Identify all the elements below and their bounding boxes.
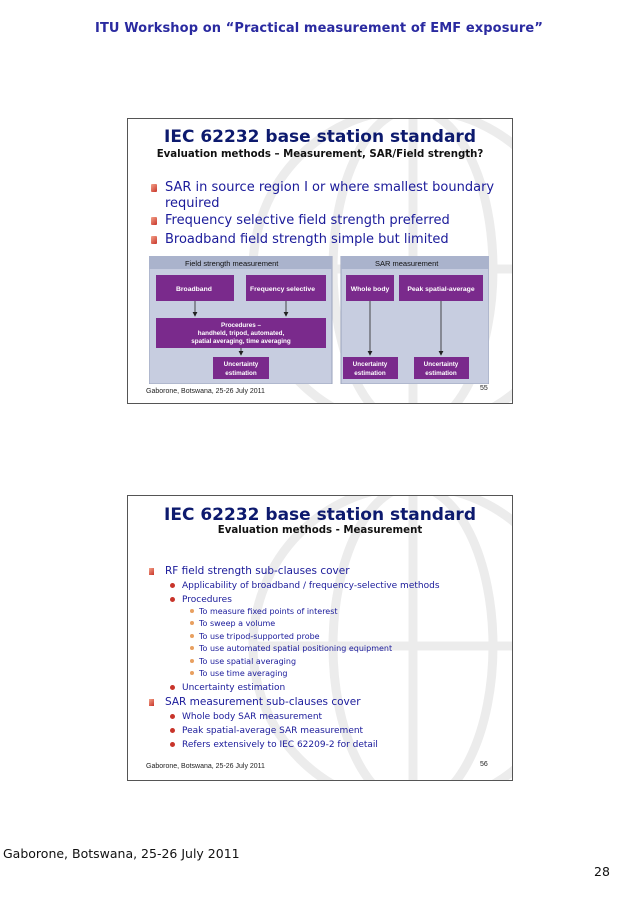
slide-56: IEC 62232 base station standard Evaluation methods - Measurement RF field strength sub-clauses cover Applicability of broadband / frequency-selective methods Procedures To measure fixed points of interest To sweep a volume To use tripod-supported probe To use automated spatial positioning equipment To use spatial averaging To use time averaging Uncertainty estimation SAR measurement sub-clauses cover Whole body SAR measurement Peak spatial-average SAR measurement Refers extensively to IEC 62209-2 for detail Gaborone, Botswana, 25-26 July 2011 56 <box>127 495 513 781</box>
bullet-icon <box>190 659 194 663</box>
page-number: 28 <box>594 864 610 879</box>
frequency-selective-label: Frequency selective <box>250 286 315 293</box>
bullet-icon <box>170 742 175 747</box>
bullet-icon <box>151 184 157 192</box>
svg-text:Uncertainty: Uncertainty <box>423 361 459 368</box>
procedures-line-1: Procedures – <box>221 322 261 329</box>
slide-title: IEC 62232 base station standard <box>164 127 476 147</box>
field-strength-header: Field strength measurement <box>185 259 279 268</box>
svg-text:estimation: estimation <box>354 370 386 377</box>
bullet-icon <box>170 597 175 602</box>
bullet-icon <box>170 728 175 733</box>
svg-text:Uncertainty: Uncertainty <box>352 361 388 368</box>
bullet-icon <box>190 634 194 638</box>
bullet-icon <box>149 699 154 706</box>
bullet-icon <box>170 714 175 719</box>
bullet-icon <box>170 583 175 588</box>
bullet-icon <box>190 609 194 613</box>
procedures-line-3: spatial averaging, time averaging <box>191 338 291 345</box>
itu-watermark-icon <box>128 496 512 780</box>
svg-text:estimation: estimation <box>225 370 257 377</box>
svg-text:Uncertainty: Uncertainty <box>223 361 259 368</box>
broadband-label: Broadband <box>176 286 212 293</box>
sar-header: SAR measurement <box>375 259 439 268</box>
slide-title: IEC 62232 base station standard <box>164 505 476 525</box>
page-footer: Gaborone, Botswana, 25-26 July 2011 <box>3 846 240 861</box>
slide-subtitle: Evaluation methods - Measurement <box>217 525 423 536</box>
bullet-icon <box>190 671 194 675</box>
slide-footer: Gaborone, Botswana, 25-26 July 2011 <box>146 388 265 395</box>
evaluation-methods-diagram <box>149 256 489 384</box>
bullet-icon <box>151 217 157 225</box>
peak-spatial-label: Peak spatial-average <box>407 286 475 293</box>
procedures-line-2: handheld, tripod, automated, <box>197 330 285 337</box>
slide-subtitle: Evaluation methods – Measurement, SAR/Field strength? <box>156 149 484 160</box>
slide-footer: Gaborone, Botswana, 25-26 July 2011 <box>146 763 265 770</box>
slide-55: IEC 62232 base station standard Evaluation methods – Measurement, SAR/Field strength? SAR in source region I or where smallest boundary required Frequency selective field strength preferred Broadband field strength simple but limited Field strength measurement SAR measurement Broadband Frequency selective Procedures – handheld, tripod, automated, spatial averaging, time averaging Uncertainty estimation Whole body Peak spatial-average Uncertainty estimation Uncertainty estimation Gaborone, Botswana, 25-26 July 2011 55 <box>127 118 513 404</box>
bullet-icon <box>151 236 157 244</box>
svg-text:estimation: estimation <box>425 370 457 377</box>
bullet-icon <box>170 685 175 690</box>
slide-number: 55 <box>480 385 488 392</box>
bullet-icon <box>190 621 194 625</box>
slide-number: 56 <box>480 761 488 768</box>
bullet-icon <box>190 646 194 650</box>
page-header-title: ITU Workshop on “Practical measurement of EMF exposure” <box>95 21 543 36</box>
bullet-icon <box>149 568 154 575</box>
whole-body-label: Whole body <box>350 286 390 293</box>
